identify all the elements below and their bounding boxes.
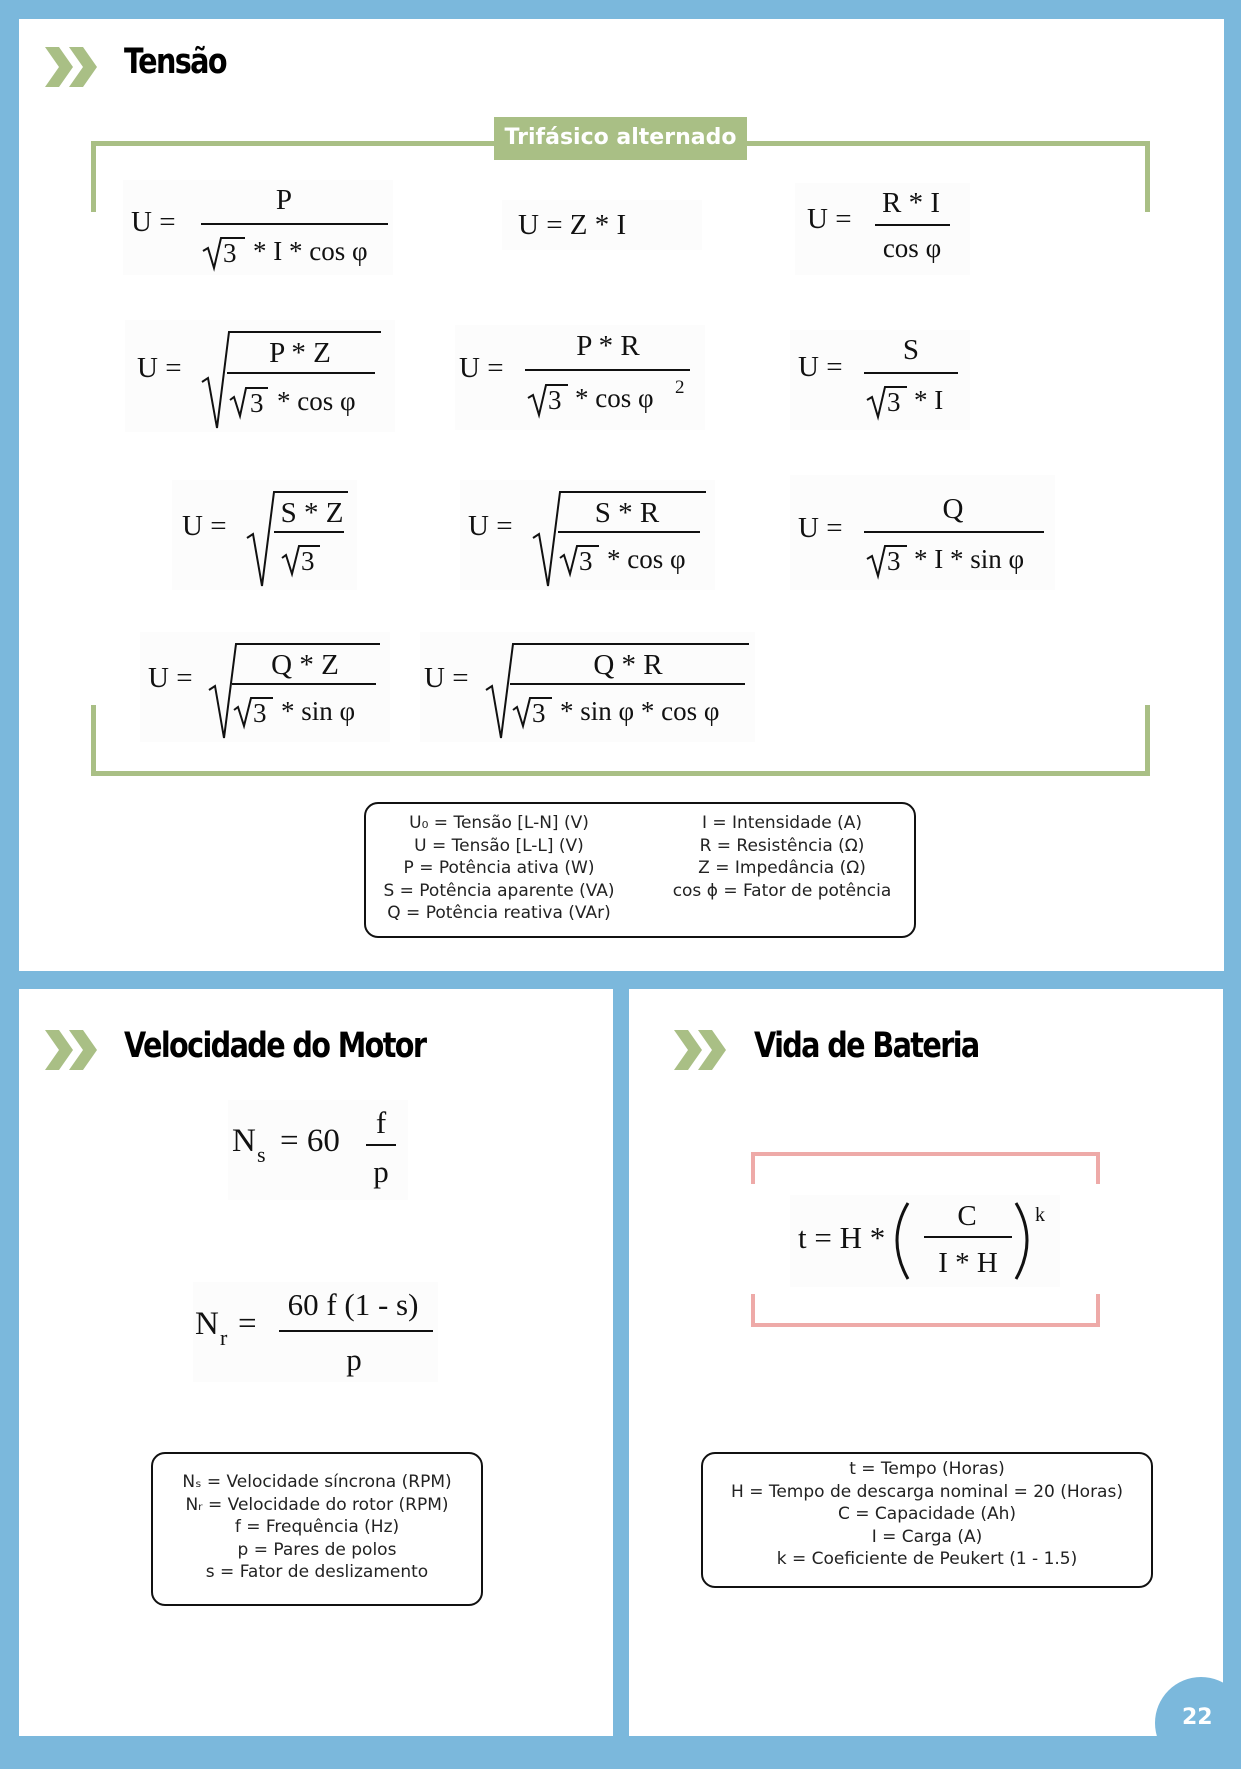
svg-text:S * Z: S * Z [280, 497, 344, 529]
legend-item: R = Resistência (Ω) [699, 835, 865, 856]
bracket-corner-br [1145, 705, 1150, 776]
legend-item: I = Intensidade (A) [701, 813, 863, 833]
section-title-bateria: Vida de Bateria [754, 1026, 979, 1066]
legend-item: C = Capacidade (Ah) [837, 1504, 1017, 1524]
legend-item: S = Potência aparente (VA) [383, 880, 615, 901]
pink-bracket-tl [751, 1152, 755, 1184]
svg-text:f: f [375, 1105, 387, 1140]
legend-box-motor [151, 1452, 483, 1606]
double-chevron-icon [45, 1030, 103, 1070]
legend-item: Z = Impedância (Ω) [698, 858, 866, 878]
legend-item: Nₛ = Velocidade síncrona (RPM) [182, 1472, 452, 1492]
svg-text:* I * cos φ: * I * cos φ [253, 236, 368, 266]
svg-text:r: r [220, 1325, 228, 1350]
bracket-bottom [91, 771, 1150, 776]
svg-text:s: s [257, 1142, 266, 1167]
formula-u-ri-cos [795, 183, 970, 275]
svg-text:U =: U = [798, 351, 843, 383]
legend-item: Q = Potência reativa (VAr) [387, 903, 611, 923]
legend-left-column [374, 812, 624, 925]
svg-text:U =: U = [182, 510, 227, 542]
legend-right-column [656, 812, 908, 902]
pink-bracket-bottom [751, 1323, 1100, 1327]
legend-item: I = Carga (A) [871, 1526, 983, 1547]
svg-text:* I: * I [914, 385, 944, 415]
formula-u-s-sqrt3-i [790, 330, 970, 430]
formula-u-pr-cos2 [455, 325, 705, 430]
svg-text:* sin φ * cos φ: * sin φ * cos φ [560, 696, 720, 726]
svg-text:P: P [275, 184, 293, 216]
formula-nr [193, 1282, 438, 1382]
svg-text:U =: U = [798, 512, 843, 544]
formula-u-sqrt-qr [420, 632, 755, 742]
svg-text:U =: U = [459, 352, 504, 384]
svg-text:3: 3 [223, 238, 237, 268]
double-chevron-icon [45, 47, 103, 87]
double-chevron-icon [674, 1030, 732, 1070]
legend-item: f = Frequência (Hz) [234, 1517, 400, 1537]
legend-item: H = Tempo de descarga nominal = 20 (Horas) [731, 1481, 1123, 1502]
svg-text:U = Z * I: U = Z * I [518, 209, 627, 241]
svg-text:C: C [957, 1200, 977, 1232]
formula-ns [228, 1100, 408, 1200]
svg-text:p: p [346, 1342, 362, 1377]
formula-u-sqrt-qz [140, 632, 390, 742]
svg-text:3: 3 [887, 387, 901, 417]
svg-text:U =: U = [807, 203, 852, 235]
svg-text:cos φ: cos φ [882, 233, 942, 263]
section-tag: Trifásico alternado [494, 117, 747, 160]
svg-text:3: 3 [301, 546, 315, 576]
svg-text:=: = [238, 1306, 257, 1342]
svg-text:U =: U = [137, 352, 182, 384]
svg-text:U =: U = [468, 510, 513, 542]
bracket-corner-tl [91, 141, 96, 212]
formula-u-z-i [502, 200, 702, 250]
svg-text:p: p [373, 1154, 389, 1189]
svg-text:R * I: R * I [882, 187, 940, 219]
formula-u-sqrt-sr [460, 480, 715, 590]
svg-text:60 f (1 - s): 60 f (1 - s) [287, 1287, 419, 1322]
legend-column [703, 1458, 1151, 1571]
formula-battery-life [790, 1195, 1060, 1287]
formula-u-q-sin [790, 475, 1055, 590]
svg-text:Q * Z: Q * Z [271, 649, 339, 681]
bracket-top-left [91, 141, 495, 146]
svg-text:* cos φ: * cos φ [575, 383, 654, 413]
svg-text:U =: U = [131, 206, 176, 238]
legend-item: P = Potência ativa (W) [403, 858, 595, 878]
legend-box-tensao [364, 802, 916, 938]
svg-text:Q * R: Q * R [593, 649, 663, 681]
bracket-corner-tr [1145, 141, 1150, 212]
svg-text:P * R: P * R [576, 330, 640, 362]
svg-text:3: 3 [548, 385, 562, 415]
legend-item: Nᵣ = Velocidade do rotor (RPM) [185, 1494, 449, 1515]
page-number-badge [1155, 1677, 1241, 1769]
legend-item: k = Coeficiente de Peukert (1 - 1.5) [776, 1549, 1078, 1569]
svg-text:U =: U = [148, 662, 193, 694]
section-title-motor: Velocidade do Motor [124, 1026, 426, 1066]
svg-text:U =: U = [424, 662, 469, 694]
svg-text:* cos φ: * cos φ [277, 386, 356, 416]
bracket-top-right [745, 141, 1150, 146]
bateria-panel [629, 989, 1223, 1736]
svg-text:* I * sin φ: * I * sin φ [914, 544, 1025, 574]
page-number: 22 [1182, 1705, 1213, 1730]
legend-item: s = Fator de deslizamento [205, 1562, 429, 1582]
formula-u-sqrt-pz [125, 320, 395, 432]
formula-u-p-sqrt3-i-cos [123, 180, 393, 275]
svg-text:3: 3 [250, 388, 264, 418]
svg-text:P * Z: P * Z [269, 337, 331, 369]
bracket-corner-bl [91, 705, 96, 776]
svg-text:3: 3 [532, 698, 546, 728]
svg-text:k: k [1035, 1204, 1045, 1226]
svg-text:= 60: = 60 [280, 1123, 340, 1159]
svg-text:3: 3 [253, 698, 267, 728]
legend-item: U = Tensão [L-L] (V) [414, 835, 584, 856]
svg-text:Q: Q [942, 493, 964, 525]
svg-text:N: N [232, 1123, 256, 1159]
legend-box-bateria [701, 1452, 1153, 1588]
svg-text:N: N [195, 1306, 219, 1342]
svg-text:t = H *: t = H * [798, 1220, 886, 1255]
pink-bracket-top [751, 1152, 1100, 1156]
svg-text:S: S [902, 334, 920, 366]
legend-item: cos ϕ = Fator de potência [672, 880, 892, 901]
legend-item: U₀ = Tensão [L-N] (V) [409, 813, 589, 833]
pink-bracket-tr [1096, 1152, 1100, 1184]
legend-item: p = Pares de polos [237, 1539, 397, 1560]
svg-text:3: 3 [579, 546, 593, 576]
legend-column [153, 1471, 481, 1584]
svg-text:* cos φ: * cos φ [607, 544, 686, 574]
svg-text:2: 2 [675, 377, 685, 398]
section-title-tensao: Tensão [124, 42, 227, 82]
svg-text:* sin φ: * sin φ [281, 696, 356, 726]
svg-text:S * R: S * R [594, 497, 660, 529]
svg-text:3: 3 [887, 546, 901, 576]
formula-u-sqrt-sz [172, 480, 357, 590]
svg-text:I * H: I * H [938, 1247, 998, 1279]
legend-item: t = Tempo (Horas) [849, 1459, 1005, 1479]
